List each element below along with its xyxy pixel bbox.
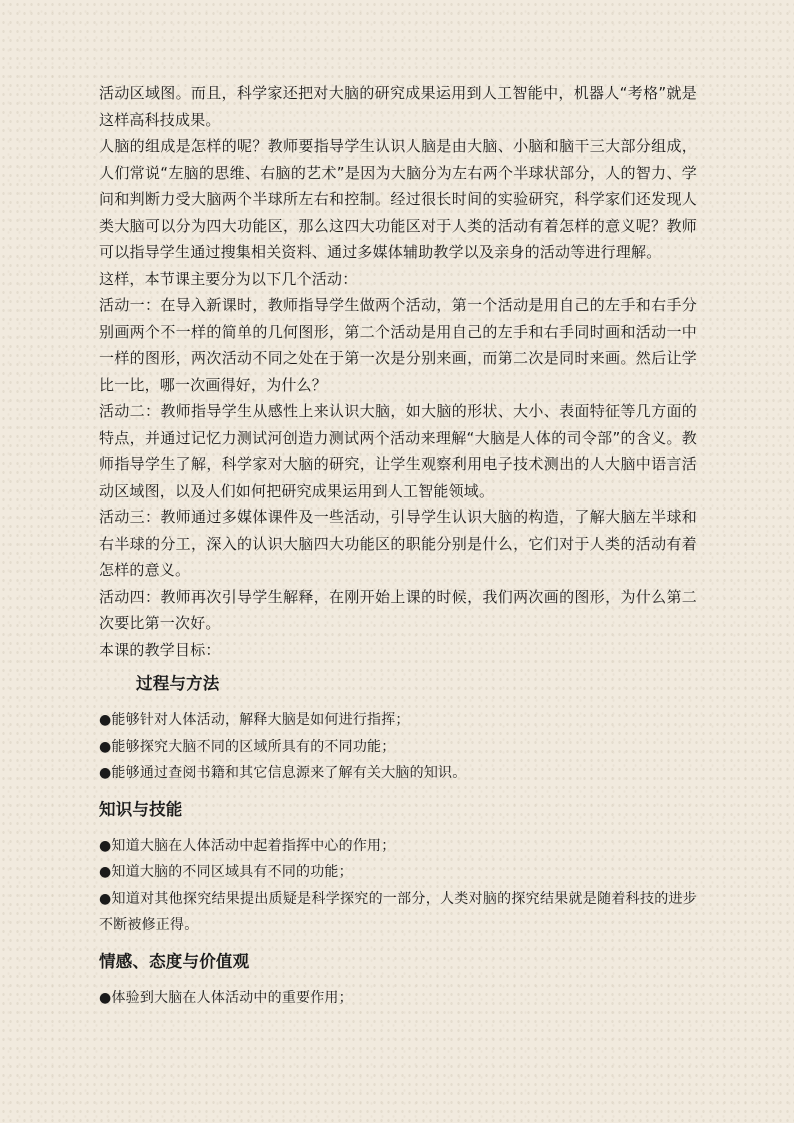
bullet-list-knowledge-and-skills <box>99 833 697 939</box>
bullet-item: ●知道对其他探究结果提出质疑是科学探究的一部分，人类对脑的探究结果就是随着科技的进步不断被修正得。 <box>99 890 697 933</box>
bullet-list-process-and-method <box>99 707 697 787</box>
paragraph-brain-composition: 人脑的组成是怎样的呢？教师要指导学生认识人脑是由大脑、小脑和脑干三大部分组成，人们常说“左脑的思维、右脑的艺术”是因为大脑分为左右两个半球状部分，人的智力、学问和判断力受大脑两个半球所左右和控制。经过很长时间的实验研究，科学家们还发现人类大脑可以分为四大功能区，那么这四大功能区对于人类的活动有着怎样的意义呢？教师可以指导学生通过搜集相关资料、通过多媒体辅助教学以及亲身的活动等进行理解。 <box>99 137 697 261</box>
bullet-list-emotion-attitude-values <box>99 985 697 1012</box>
bullet-item: ●知道大脑在人体活动中起着指挥中心的作用； <box>99 837 396 854</box>
paragraph-activity-two: 活动二：教师指导学生从感性上来认识大脑，如大脑的形状、大小、表面特征等几方面的特点，并通过记忆力测试河创造力测试两个活动来理解“大脑是人体的司令部”的含义。教师指导学生了解，科学家对大脑的研究，让学生观察利用电子技术测出的人大脑中语言活动区域图，以及人们如何把研究成果运用到人工智能领域。 <box>99 402 697 500</box>
document-page <box>99 80 697 1011</box>
bullet-item: ●体验到大脑在人体活动中的重要作用； <box>99 989 353 1006</box>
paragraph-robot: 活动区域图。而且，科学家还把对大脑的研究成果运用到人工智能中，机器人“考格”就是这样高科技成果。 <box>99 84 697 129</box>
paragraph-objectives-intro: 本课的教学目标： <box>99 640 221 659</box>
heading-knowledge-and-skills: 知识与技能 <box>99 799 183 819</box>
bullet-item: ●能够针对人体活动，解释大脑是如何进行指挥； <box>99 712 410 728</box>
bullet-item: ●能够探究大脑不同的区域所具有的不同功能； <box>99 738 396 755</box>
paragraph-activities-intro: 这样，本节课主要分为以下几个活动： <box>99 269 358 288</box>
heading-emotion-attitude-values: 情感、态度与价值观 <box>99 951 250 971</box>
bullet-item: ●能够通过查阅书籍和其它信息源来了解有关大脑的知识。 <box>99 765 467 781</box>
paragraph-activity-three: 活动三：教师通过多媒体课件及一些活动，引导学生认识大脑的构造，了解大脑左半球和右半球的分工，深入的认识大脑四大功能区的职能分别是什么，它们对于人类的活动有着怎样的意义。 <box>99 508 697 579</box>
bullet-item: ●知道大脑的不同区域具有不同的功能； <box>99 864 353 880</box>
paragraph-activity-one: 活动一：在导入新课时，教师指导学生做两个活动，第一个活动是用自己的左手和右手分别画两个不一样的简单的几何图形，第二个活动是用自己的左手和右手同时画和活动一中一样的图形，两次活动不同之处在于第一次是分别来画，而第二次是同时来画。然后让学比一比，哪一次画得好，为什么？ <box>99 296 697 394</box>
heading-process-and-method: 过程与方法 <box>136 674 220 693</box>
paragraph-activity-four: 活动四：教师再次引导学生解释，在刚开始上课的时候，我们两次画的图形，为什么第二次要比第一次好。 <box>99 587 697 632</box>
